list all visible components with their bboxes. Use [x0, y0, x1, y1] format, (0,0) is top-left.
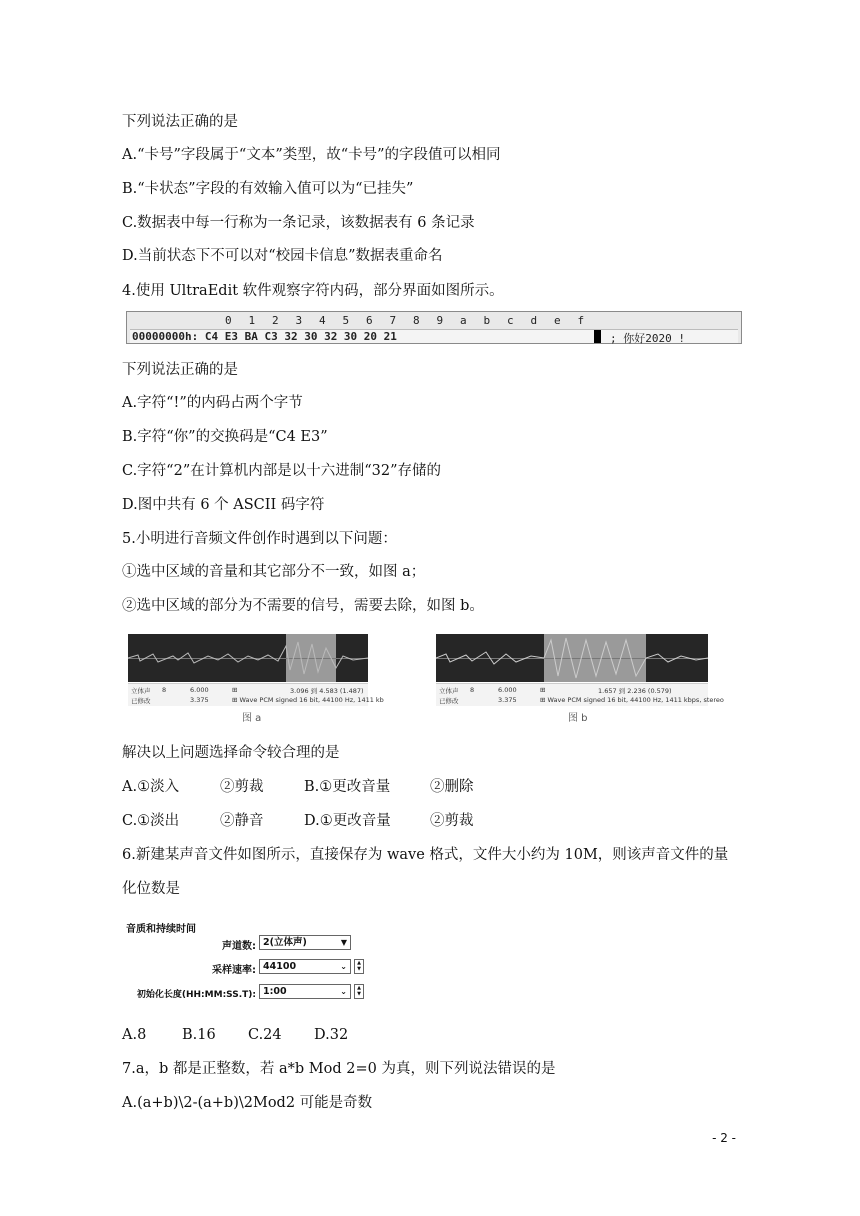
q3-option-a: A.“卡号”字段属于“文本”类型，故“卡号”的字段值可以相同: [122, 147, 501, 163]
ruler-digit: 3: [295, 314, 303, 327]
ruler-digit: 6: [366, 314, 373, 327]
q6-option-b: B.16: [182, 1027, 216, 1043]
sample-rate-label: 采样速率:: [212, 965, 256, 976]
q5-option-a2: ②剪裁: [220, 779, 264, 795]
waveform-a-signal: [128, 634, 368, 682]
q6-option-d: D.32: [314, 1027, 349, 1043]
q5-option-a: A.①淡入: [122, 779, 180, 795]
length-label: 初始化长度(HH:MM:SS.T):: [136, 990, 256, 1000]
waveform-b-signal: [436, 634, 708, 682]
q4-option-c: C.字符“2”在计算机内部是以十六进制“32”存储的: [122, 463, 442, 479]
figure-a-caption: 图 a: [242, 713, 262, 724]
q5-point-1: ①选中区域的音量和其它部分不一致，如图 a；: [122, 564, 426, 580]
q5-options-row1: [122, 778, 474, 796]
ruler-digit: 8: [413, 314, 420, 327]
q5-point-2: ②选中区域的部分为不需要的信号，需要去除，如图 b。: [122, 598, 484, 614]
sample-rate-spinner[interactable]: ▲ ▼: [354, 959, 364, 974]
waveform-b[interactable]: [436, 634, 708, 682]
ruler-digit: f: [577, 314, 585, 327]
q5-option-c2: ②静音: [220, 813, 264, 829]
page-number: - 2 -: [712, 1131, 736, 1145]
q5-stem2: 解决以上问题选择命令较合理的是: [122, 745, 340, 761]
q3-option-d: D.当前状态下不可以对“校园卡信息”数据表重命名: [122, 248, 443, 264]
hex-bytes: C4 E3 BA C3 32 30 32 30 20 21: [204, 330, 397, 343]
waveform-a[interactable]: [128, 634, 368, 682]
figure-b-caption: 图 b: [568, 713, 588, 724]
audio-settings-dialog: [126, 918, 372, 1010]
ruler-digit: 1: [248, 314, 256, 327]
q5-options-row2: [122, 812, 474, 830]
q5-option-d2: ②剪裁: [430, 813, 474, 829]
ruler-digit: 9: [436, 314, 444, 327]
length-spinner[interactable]: ▲ ▼: [354, 984, 364, 999]
q3-stem: 下列说法正确的是: [122, 114, 238, 130]
ultraedit-hex-view: [126, 311, 742, 344]
q6-options: [122, 1026, 348, 1044]
q3-option-b: B.“卡状态”字段的有效输入值可以为“已挂失”: [122, 181, 414, 197]
chevron-down-icon: ▼: [340, 938, 347, 947]
q5-option-b2: ②删除: [430, 779, 474, 795]
q5-stem: 5.小明进行音频文件创作时遇到以下问题：: [122, 531, 397, 547]
hex-text-column: ; 你好2020 !: [610, 332, 685, 345]
q3-option-c: C.数据表中每一行称为一条记录，该数据表有 6 条记录: [122, 215, 475, 231]
ruler-digit: d: [530, 314, 538, 327]
chevron-down-icon: ⌄: [340, 962, 347, 971]
status-bar-b: 立体声 8 6.000 ⊞ 1.657 到 2.236 (0.579) 已修改 3.375 ⊞ Wave PCM signed 16 bit, 44100 Hz, 1411 kbps, stereo: [436, 683, 708, 706]
q4-option-d: D.图中共有 6 个 ASCII 码字符: [122, 497, 325, 513]
q6-option-c: C.24: [248, 1027, 282, 1043]
q5-option-d: D.①更改音量: [304, 813, 391, 829]
channels-select[interactable]: 2(立体声) ▼: [259, 935, 351, 950]
sample-rate-select[interactable]: 44100 ⌄: [259, 959, 351, 974]
ruler-digit: 7: [389, 314, 397, 327]
q6-option-a: A.8: [122, 1027, 147, 1043]
q6-stem-line1: 6.新建某声音文件如图所示，直接保存为 wave 格式，文件大小约为 10M，则该声音文件的量: [122, 847, 729, 863]
chevron-down-icon: ⌄: [340, 987, 347, 996]
dialog-header: 音质和持续时间: [126, 924, 196, 935]
ruler-digit: 5: [342, 314, 350, 327]
ruler-digit: 4: [319, 314, 326, 327]
q6-stem-line2: 化位数是: [122, 881, 180, 897]
ruler-digit: 0: [225, 314, 232, 327]
q4-stem: 4.使用 UltraEdit 软件观察字符内码，部分界面如图所示。: [122, 283, 504, 299]
ruler-digit: e: [554, 314, 561, 327]
ruler-digit: c: [507, 314, 514, 327]
hex-row[interactable]: [130, 329, 738, 343]
q5-option-c: C.①淡出: [122, 813, 180, 829]
q4-stem2: 下列说法正确的是: [122, 362, 238, 378]
q5-option-b: B.①更改音量: [304, 779, 391, 795]
hex-ruler: [225, 314, 601, 327]
q4-option-a: A.字符“!”的内码占两个字节: [122, 395, 303, 411]
status-bar-a: 立体声 8 6.000 ⊞ 3.096 到 4.583 (1.487) 已修改 3.375 ⊞ Wave PCM signed 16 bit, 44100 Hz, 1411 kb: [128, 683, 368, 706]
length-select[interactable]: 1:00 ⌄: [259, 984, 351, 999]
q7-option-a: A.(a+b)\2-(a+b)\2Mod2 可能是奇数: [122, 1095, 373, 1111]
q7-stem: 7.a，b 都是正整数，若 a*b Mod 2=0 为真，则下列说法错误的是: [122, 1061, 556, 1077]
hex-address: 00000000h: C4 E3 BA C3 32 30 32 30 20 21: [132, 330, 397, 343]
ruler-digit: a: [460, 314, 467, 327]
ruler-digit: 2: [272, 314, 279, 327]
channels-label: 声道数:: [222, 941, 256, 952]
text-cursor: [594, 330, 601, 343]
q4-option-b: B.字符“你”的交换码是“C4 E3”: [122, 429, 328, 445]
ruler-digit: b: [483, 314, 491, 327]
